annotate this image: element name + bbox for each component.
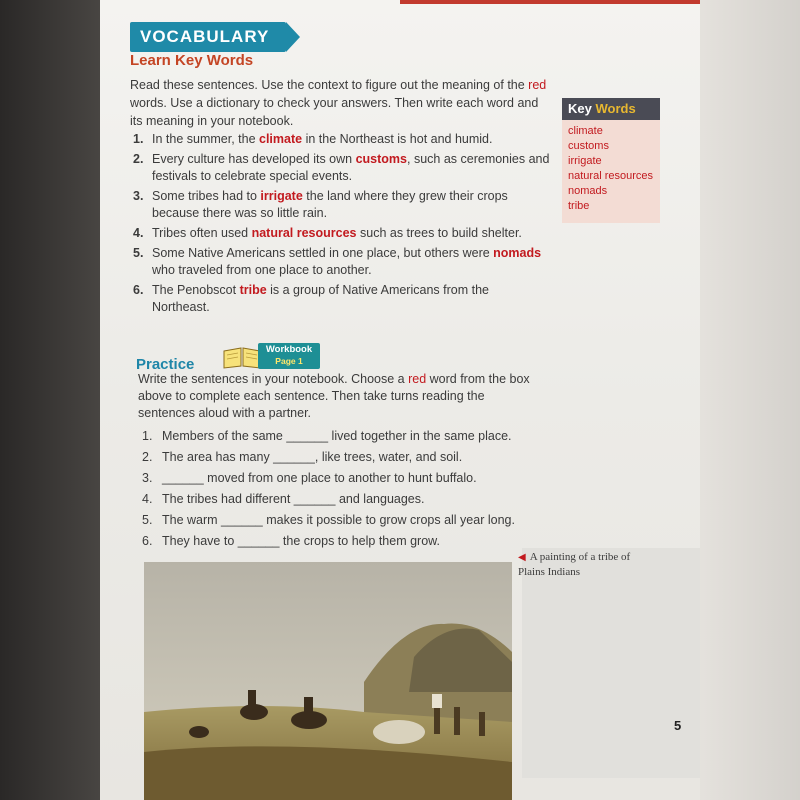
key-word: tribe xyxy=(239,283,267,297)
key-words-title-key: Key xyxy=(568,101,596,116)
intro-paragraph xyxy=(130,76,550,130)
practice-item xyxy=(140,428,550,445)
left-arrow-icon: ◀ xyxy=(518,552,526,563)
practice-item xyxy=(140,449,550,466)
sentence-text: In the summer, the xyxy=(152,132,259,146)
vocabulary-banner xyxy=(130,22,286,52)
intro-text-2: words. Use a dictionary to check your answers. Then write each word and its meaning in your notebook. xyxy=(130,96,539,128)
sentence-text: such as trees to build shelter. xyxy=(356,226,522,240)
sentence-text: , such as ceremonies and festivals to celebrate special events. xyxy=(152,152,550,183)
workbook-badge xyxy=(222,341,322,371)
key-word-item: irrigate xyxy=(568,155,602,167)
sentence-number: 2. xyxy=(133,152,144,166)
background-left xyxy=(0,0,110,800)
sentence-text: The Penobscot xyxy=(152,283,240,297)
painting-image xyxy=(144,562,512,800)
sentence-number: 6. xyxy=(133,283,144,297)
sentence-item xyxy=(130,131,550,148)
sentence-text: who traveled from one place to another. xyxy=(152,263,372,277)
sentence-item xyxy=(130,151,550,185)
practice-text-1: Write the sentences in your notebook. Choose a xyxy=(138,372,409,386)
key-word: customs xyxy=(355,152,407,166)
practice-list xyxy=(140,428,550,554)
side-panel xyxy=(522,548,700,778)
key-words-list xyxy=(562,124,660,214)
painting-caption xyxy=(518,550,638,580)
practice-number: 6. xyxy=(142,534,153,548)
practice-number: 1. xyxy=(142,429,153,443)
workbook-page: Page 1 xyxy=(275,356,303,366)
textbook-page xyxy=(100,0,700,800)
practice-item xyxy=(140,533,550,550)
intro-text-1: Read these sentences. Use the context to figure out the meaning of the xyxy=(130,78,529,92)
sentence-item xyxy=(130,282,550,316)
intro-red-word: red xyxy=(528,78,547,92)
sentence-text: Some Native Americans settled in one place, but others were xyxy=(152,246,494,260)
vocabulary-banner-label: VOCABULARY xyxy=(140,27,270,46)
sentence-text: the land where they grew their crops because there was so little rain. xyxy=(152,189,508,220)
practice-text: The area has many ______, like trees, water, and soil. xyxy=(162,450,463,464)
practice-text: They have to ______ the crops to help them grow. xyxy=(162,534,440,548)
practice-item xyxy=(140,512,550,529)
practice-text-2: word from the box above to complete each sentence. Then take turns reading the sentences aloud with a partner. xyxy=(138,372,530,420)
sentence-text: in the Northeast is hot and humid. xyxy=(302,132,493,146)
sentence-text: is a group of Native Americans from the Northeast. xyxy=(152,283,489,314)
key-word-item: customs xyxy=(568,140,609,152)
key-word-item: natural resources xyxy=(568,170,653,182)
workbook-tag xyxy=(258,343,320,369)
sentence-number: 4. xyxy=(133,226,144,240)
practice-text: The tribes had different ______ and languages. xyxy=(162,492,425,506)
sentence-text: Every culture has developed its own xyxy=(152,152,356,166)
page-number: 5 xyxy=(674,718,682,733)
key-word: natural resources xyxy=(251,226,357,240)
key-words-title xyxy=(562,98,660,120)
practice-item xyxy=(140,470,550,487)
learn-key-words-heading: Learn Key Words xyxy=(130,52,254,69)
practice-text: Members of the same ______ lived together in the same place. xyxy=(162,429,512,443)
key-word: irrigate xyxy=(260,189,303,203)
practice-red-word: red xyxy=(408,372,427,386)
key-word-item: nomads xyxy=(568,185,608,197)
sentence-item xyxy=(130,188,550,222)
practice-number: 3. xyxy=(142,471,153,485)
sentence-text: Tribes often used xyxy=(152,226,252,240)
practice-number: 5. xyxy=(142,513,153,527)
sentence-number: 1. xyxy=(133,132,144,146)
sentence-number: 5. xyxy=(133,246,144,260)
key-words-box xyxy=(562,98,660,223)
open-book-icon xyxy=(222,345,262,369)
key-word: nomads xyxy=(493,246,542,260)
practice-text: ______ moved from one place to another to hunt buffalo. xyxy=(162,471,477,485)
practice-number: 4. xyxy=(142,492,153,506)
sentence-number: 3. xyxy=(133,189,144,203)
practice-heading: Practice xyxy=(136,356,195,373)
key-word: climate xyxy=(259,132,303,146)
practice-item xyxy=(140,491,550,508)
practice-text: The warm ______ makes it possible to grow crops all year long. xyxy=(162,513,515,527)
sentence-list xyxy=(130,131,550,319)
sentence-text: Some tribes had to xyxy=(152,189,261,203)
key-words-title-words: Words xyxy=(595,101,636,116)
key-word-item: climate xyxy=(568,125,603,137)
plains-indians-painting xyxy=(144,562,512,800)
caption-text: A painting of a tribe of Plains Indians xyxy=(518,551,631,578)
sentence-item xyxy=(130,245,550,279)
practice-number: 2. xyxy=(142,450,153,464)
practice-intro xyxy=(138,371,544,422)
background-right xyxy=(690,0,800,800)
sentence-item xyxy=(130,225,550,242)
workbook-label: Workbook xyxy=(265,344,313,355)
key-word-item: tribe xyxy=(568,200,590,212)
top-red-rule xyxy=(400,0,700,4)
